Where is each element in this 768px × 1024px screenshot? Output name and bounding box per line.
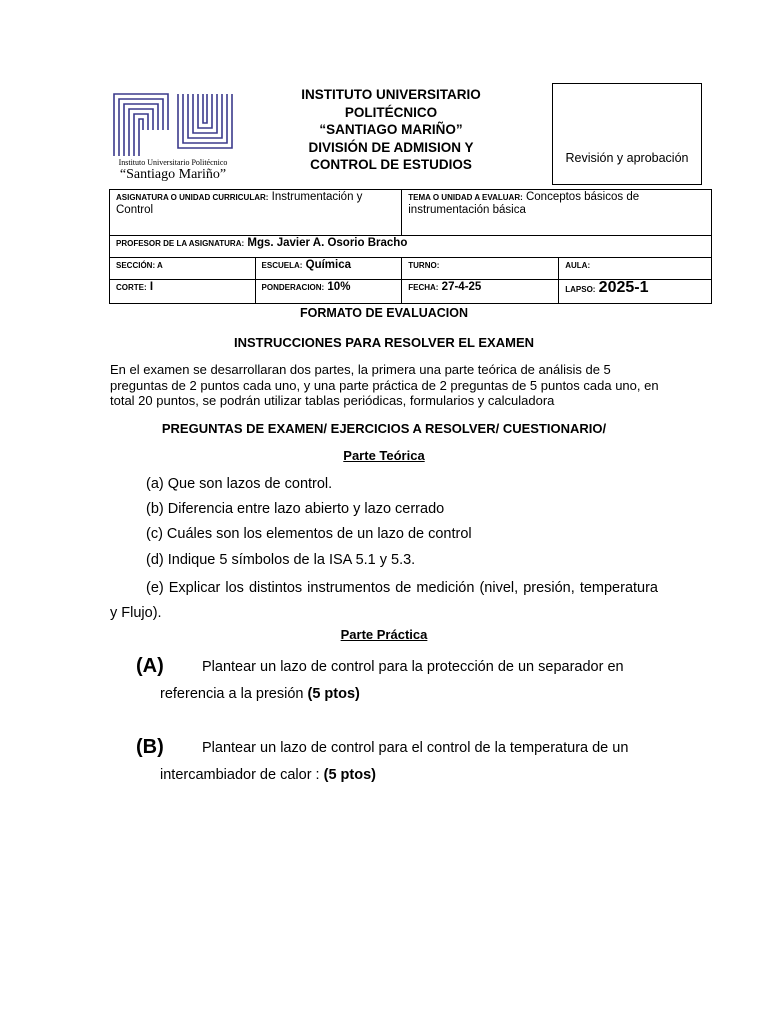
theory-question: (a) Que son lazos de control. xyxy=(146,476,333,492)
theory-question: (d) Indique 5 símbolos de la ISA 5.1 y 5.3. xyxy=(146,552,416,568)
turno-label: TURNO: xyxy=(408,261,440,270)
practice-text-line1: Plantear un lazo de control para la protección de un separador en xyxy=(202,659,624,675)
fecha-cell xyxy=(402,280,559,304)
escuela-label: ESCUELA: xyxy=(261,261,303,270)
theory-section-title: Parte Teórica xyxy=(343,448,425,463)
tema-value: Conceptos básicos de instrumentación básica xyxy=(408,191,640,216)
theory-question: (b) Diferencia entre lazo abierto y lazo cerrado xyxy=(146,501,445,517)
practice-text: referencia a la presión xyxy=(160,686,304,702)
practice-section-title: Parte Práctica xyxy=(340,627,428,642)
revision-label: Revisión y aprobación xyxy=(565,151,689,165)
corte-label: CORTE: xyxy=(116,283,147,292)
fecha-value: 27-4-25 xyxy=(441,281,482,293)
practice-letter: (B) xyxy=(136,736,164,758)
logo-caption-line2: “Santiago Mariño” xyxy=(119,167,227,182)
lapso-value: 2025-1 xyxy=(598,279,649,296)
seccion-cell xyxy=(110,258,256,280)
seccion-label: SECCIÓN: A xyxy=(116,261,163,270)
instructions-title: INSTRUCCIONES PARA RESOLVER EL EXAMEN xyxy=(234,335,534,350)
profesor-cell xyxy=(110,236,712,258)
ponderacion-label: PONDERACION: xyxy=(261,283,325,292)
corte-cell xyxy=(110,280,256,304)
header-title-line: “SANTIAGO MARIÑO” xyxy=(319,122,463,137)
tema-label: TEMA O UNIDAD A EVALUAR: xyxy=(408,193,523,202)
asignatura-label: ASIGNATURA O UNIDAD CURRICULAR: xyxy=(116,193,269,202)
turno-cell xyxy=(402,258,559,280)
corte-value: I xyxy=(149,281,154,293)
profesor-label: PROFESOR DE LA ASIGNATURA: xyxy=(116,239,245,248)
header-title-line: CONTROL DE ESTUDIOS xyxy=(310,157,472,172)
profesor-value: Mgs. Javier A. Osorio Bracho xyxy=(247,237,408,249)
lapso-cell xyxy=(559,280,712,304)
escuela-cell xyxy=(255,258,402,280)
revision-box xyxy=(552,83,702,185)
header-title-line: POLITÉCNICO xyxy=(344,104,438,120)
formato-heading: FORMATO DE EVALUACION xyxy=(299,306,469,320)
header-title-line: DIVISIÓN DE ADMISION Y xyxy=(308,139,474,155)
lapso-label: LAPSO: xyxy=(565,285,596,294)
asignatura-cell xyxy=(110,190,402,236)
header-title xyxy=(262,86,520,174)
theory-question: (e) Explicar los distintos instrumentos de medición (nivel, presión, temperatura y Flujo). xyxy=(110,580,658,621)
header-title-line: INSTITUTO UNIVERSITARIO xyxy=(301,87,481,102)
practice-text-line1: Plantear un lazo de control para el control de la temperatura de un xyxy=(202,740,629,756)
aula-cell xyxy=(559,258,712,280)
escuela-value: Química xyxy=(305,259,352,271)
practice-points: (5 ptos) xyxy=(323,767,376,783)
fecha-label: FECHA: xyxy=(408,283,439,292)
info-table xyxy=(109,189,712,304)
practice-text-line2 xyxy=(160,762,376,789)
questions-title: PREGUNTAS DE EXAMEN/ EJERCICIOS A RESOLVER/ CUESTIONARIO/ xyxy=(161,421,607,436)
instructions-body: En el examen se desarrollaran dos partes, la primera una parte teórica de análisis de 5 preguntas de 2 puntos cada uno, y una parte práctica de 2 preguntas de 5 puntos cada uno, en total 20 puntos, se podrán utilizar tablas periódicas, formularios y calculadora xyxy=(110,362,659,408)
asignatura-value: Instrumentación y Control xyxy=(116,191,363,216)
ponderacion-cell xyxy=(255,280,402,304)
practice-text: intercambiador de calor : xyxy=(160,767,320,783)
logo-caption-line1: Instituto Universitario Politécnico xyxy=(118,158,228,167)
ponderacion-value: 10% xyxy=(327,281,351,293)
aula-label: AULA: xyxy=(565,261,591,270)
theory-question: (c) Cuáles son los elementos de un lazo de control xyxy=(146,526,472,542)
tema-cell xyxy=(402,190,712,236)
practice-letter: (A) xyxy=(136,655,164,677)
practice-text-line2 xyxy=(160,681,360,708)
practice-points: (5 ptos) xyxy=(307,686,360,702)
